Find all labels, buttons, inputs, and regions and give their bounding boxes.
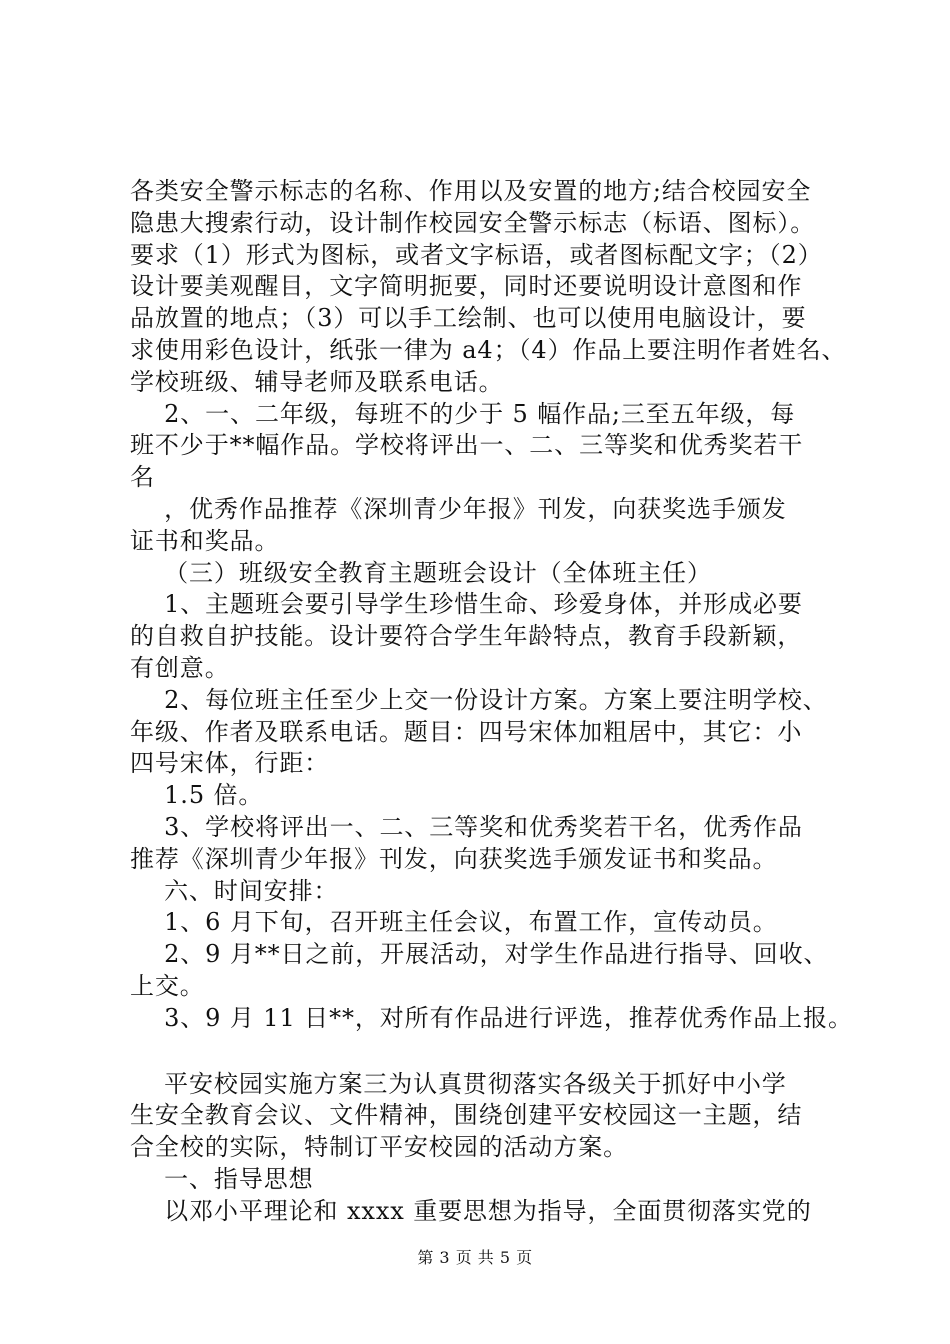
text-line: 求使用彩色设计，纸张一律为 a4；（4）作品上要注明作者姓名、 bbox=[130, 335, 847, 364]
text-line: 1.5 倍。 bbox=[130, 781, 264, 810]
text-line: 推荐《深圳青少年报》刊发，向获奖选手颁发证书和奖品。 bbox=[130, 844, 778, 873]
text-line: 1、主题班会要引导学生珍惜生命、珍爱身体，并形成必要 bbox=[130, 590, 803, 619]
paragraph-gap bbox=[130, 1035, 830, 1069]
text-line: 1、6 月下旬，召开班主任会议，布置工作，宣传动员。 bbox=[130, 908, 778, 937]
text-line: （三）班级安全教育主题班会设计（全体班主任） bbox=[130, 558, 712, 587]
text-line: 各类安全警示标志的名称、作用以及安置的地方;结合校园安全 bbox=[130, 177, 812, 205]
text-line: 3、学校将评出一、二、三等奖和优秀奖若干名，优秀作品 bbox=[130, 812, 803, 841]
text-line: 2、一、二年级，每班不的少于 5 幅作品;三至五年级，每 bbox=[130, 399, 796, 428]
text-line: 六、时间安排： bbox=[130, 876, 339, 905]
text-line: 2、9 月**日之前，开展活动，对学生作品进行指导、回收、 bbox=[130, 940, 829, 969]
text-block-safe-campus-plan bbox=[130, 1069, 830, 1228]
text-line: 班不少于**幅作品。学校将评出一、二、三等奖和优秀奖若干 bbox=[130, 431, 804, 460]
text-line: 2、每位班主任至少上交一份设计方案。方案上要注明学校、 bbox=[130, 685, 828, 714]
text-line: 平安校园实施方案三为认真贯彻落实各级关于抓好中小学 bbox=[130, 1069, 787, 1098]
text-line: 一、指导思想 bbox=[130, 1164, 314, 1193]
text-line: 生安全教育会议、文件精神，围绕创建平安校园这一主题，结 bbox=[130, 1101, 803, 1130]
text-line: 隐患大搜索行动，设计制作校园安全警示标志（标语、图标）。 bbox=[130, 208, 816, 237]
text-line: 以邓小平理论和 xxxx 重要思想为指导，全面贯彻落实党的 bbox=[130, 1196, 812, 1225]
page-footer: 第 3 页 共 5 页 bbox=[417, 1248, 533, 1267]
document-body bbox=[130, 176, 853, 1228]
text-line: 四号宋体，行距： bbox=[130, 749, 330, 778]
text-line: 品放置的地点；（3）可以手工绘制、也可以使用电脑设计，要 bbox=[130, 304, 807, 333]
text-line: 上交。 bbox=[130, 971, 205, 1000]
text-line: 年级、作者及联系电话。题目：四号宋体加粗居中，其它：小 bbox=[130, 717, 803, 746]
text-line: 学校班级、辅导老师及联系电话。 bbox=[130, 367, 504, 396]
text-line: 合全校的实际，特制订平安校园的活动方案。 bbox=[130, 1133, 628, 1162]
text-line: 有创意。 bbox=[130, 653, 230, 682]
text-line: 3、9 月 11 日**，对所有作品进行评选，推荐优秀作品上报。 bbox=[130, 1003, 853, 1032]
text-block-activity-plan bbox=[130, 176, 853, 1035]
text-line: 设计要美观醒目，文字简明扼要，同时还要说明设计意图和作 bbox=[130, 272, 803, 301]
text-line: 名 bbox=[130, 463, 155, 492]
text-line: ，优秀作品推荐《深圳青少年报》刊发，向获奖选手颁发 bbox=[130, 494, 787, 523]
text-line: 的自救自护技能。设计要符合学生年龄特点，教育手段新颖， bbox=[130, 622, 803, 651]
text-line: 要求（1）形式为图标，或者文字标语，或者图标配文字；（2） bbox=[130, 240, 823, 269]
text-line: 证书和奖品。 bbox=[130, 526, 280, 555]
